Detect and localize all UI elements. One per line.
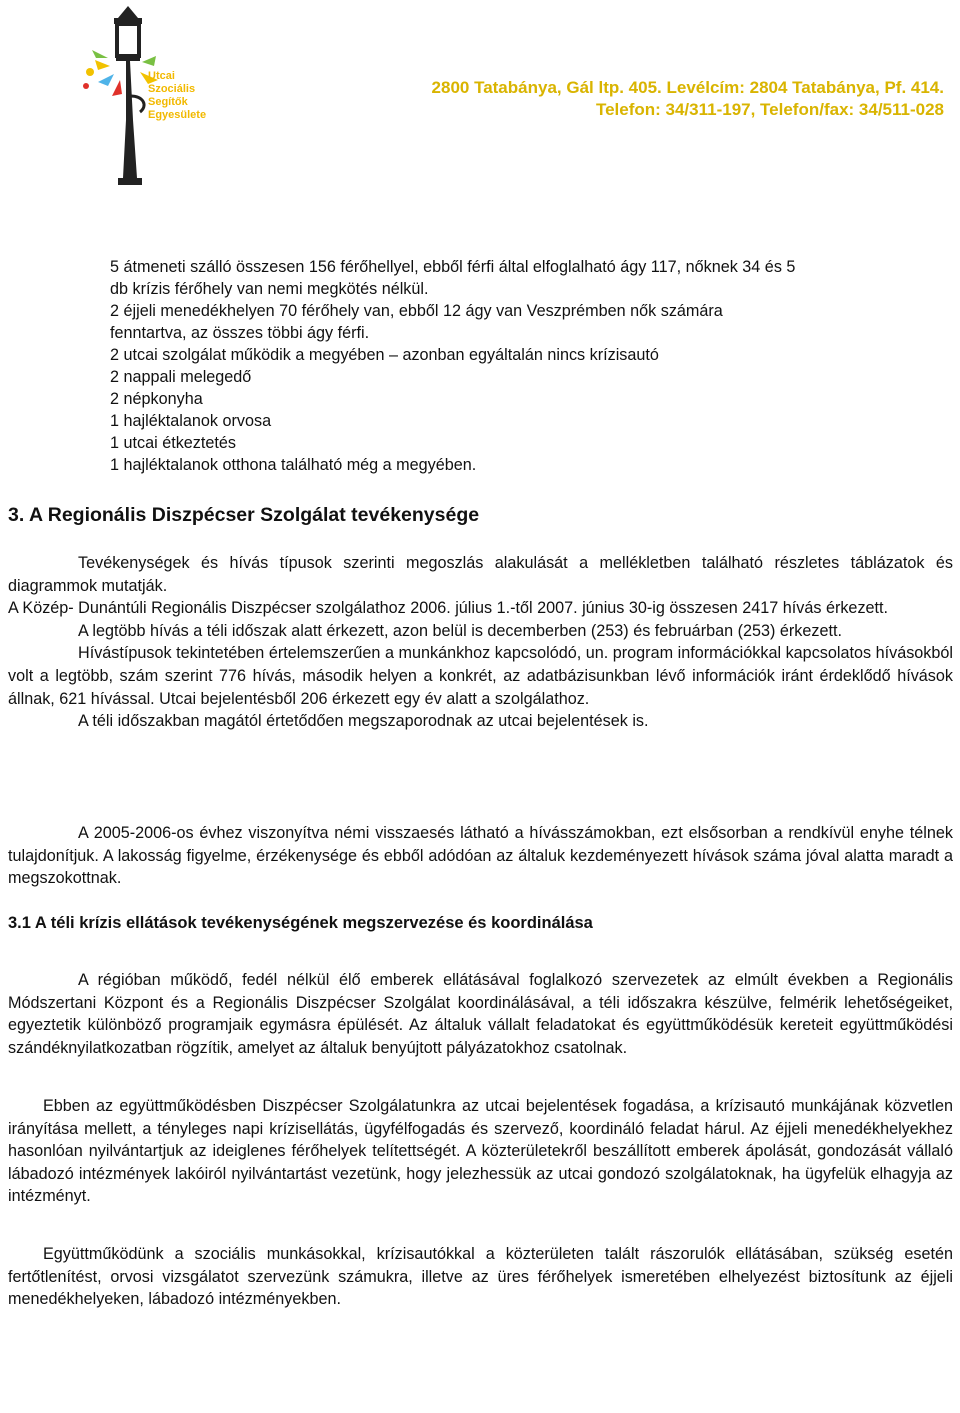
list-item: 2 utcai szolgálat működik a megyében – azonban egyáltalán nincs krízisautó	[110, 346, 659, 364]
list-item: fenntartva, az összes többi ágy férfi.	[110, 324, 370, 342]
section-body	[8, 1095, 953, 1208]
paragraph: Hívástípusok tekintetében értelemszerűen a munkánkhoz kapcsolódó, un. program információkkal kapcsolatos hívásokból volt a legtöbb, szám szerint 776 hívás, második helyen a konkrét, az adatbázisunkban lévő információk iránt érdeklődő hívások állnak, 621 hívással. Utcai bejelentésből 206 érkezett egy év alatt a szolgálathoz.	[8, 644, 953, 708]
header-address: 2800 Tatabánya, Gál ltp. 405. Levélcím: 2804 Tatabánya, Pf. 414.	[431, 78, 944, 97]
section-body	[8, 1243, 953, 1311]
paragraph: Együttműködünk a szociális munkásokkal, krízisautókkal a közterületen talált rászorulók ellátásában, szükség esetén fertőtlenítést, orvosi vizsgálatot szervezünk számukra, illetve az üres férőhelyek ismeretében elhelyezést biztosítunk az éjjeli menedékhelyeken, lábadozó intézményekben.	[8, 1245, 953, 1309]
list-item: 2 népkonyha	[110, 390, 203, 408]
header-phone: Telefon: 34/311-197, Telefon/fax: 34/511-028	[595, 100, 944, 119]
org-name-line: Utcai	[148, 70, 175, 82]
org-name-line: Egyesülete	[148, 109, 207, 121]
list-item: 1 hajléktalanok otthona található még a megyében.	[110, 456, 477, 474]
org-name-line: Segítők	[148, 96, 188, 108]
paragraph: A téli időszakban magától értetődően megszaporodnak az utcai bejelentések is.	[78, 712, 649, 731]
list-item: 2 nappali melegedő	[110, 368, 252, 386]
list-item: 5 átmeneti szálló összesen 156 férőhellyel, ebből férfi által elfoglalható ágy 117, nőknek 34 és 5	[110, 258, 796, 276]
paragraph: A Közép- Dunántúli Regionális Diszpécser szolgálathoz 2006. július 1.-től 2007. június 30-ig összesen 2417 hívás érkezett.	[8, 599, 889, 618]
list-item: 1 hajléktalanok orvosa	[110, 412, 272, 430]
list-item: db krízis férőhely van nemi megkötés nélkül.	[110, 280, 429, 298]
paragraph: Ebben az együttműködésben Diszpécser Szolgálatunkra az utcai bejelentések fogadása, a krízisautó munkájának közvetlen irányítása mellett, a tényleges napi krízisellátás, ügyfélfogadás és szervező, koordináló feladat hárul. Az éjjeli menedékhelyekhez hasonlóan nyilvántartjuk az ideiglenes férőhelyek telítettségét. A közterületekről beszállított emberek ápolását, gondozását vállaló lábadozó intézmények lakóiról nyilvántartást vezetünk, hogy jelezhessük az utcai gondozó szolgálatoknak, ha ügyfelük elhagyja az intézményt.	[8, 1097, 953, 1206]
paragraph: A régióban működő, fedél nélkül élő emberek ellátásával foglalkozó szervezetek az elmúlt években a Regionális Módszertani Központ és a Regionális Diszpécser Szolgálat koordinálásával, a téli időszakra készülve, felmérik lehetőségeiket, egyeztetik különböző programjaik egymásra épülését. Az általuk vállalt feladatokat és együttműködésük kereteit együttműködési szándéknyilatkozatban rögzítik, amelyet az általuk benyújtott pályázatokhoz csatolnak.	[8, 971, 953, 1057]
list-item: 1 utcai étkeztetés	[110, 434, 236, 452]
section-body	[8, 552, 953, 733]
section-body	[8, 969, 953, 1059]
subsection-heading: 3.1 A téli krízis ellátások tevékenységének megszervezése és koordinálása	[8, 914, 593, 932]
paragraph: Tevékenységek és hívás típusok szerinti megoszlás alakulását a mellékletben található részletes táblázatok és diagrammok mutatják.	[8, 554, 953, 595]
org-name-line: Szociális	[148, 83, 196, 95]
section-heading: 3. A Regionális Diszpécser Szolgálat tevékenysége	[8, 504, 480, 526]
paragraph: A 2005-2006-os évhez viszonyítva némi visszaesés látható a hívásszámokban, ezt elsősorban a rendkívül enyhe télnek tulajdonítjuk. A lakosság figyelme, érzékenysége és ebből adódóan az általuk kezdeményezett hívások száma jóval alatta maradt a megszokottnak.	[8, 824, 953, 888]
list-item: 2 éjjeli menedékhelyen 70 férőhely van, ebből 12 ágy van Veszprémben nők számára	[110, 302, 723, 320]
section-body	[8, 822, 953, 890]
paragraph: A legtöbb hívás a téli időszak alatt érkezett, azon belül is decemberben (253) és februárban (253) érkezett.	[78, 621, 842, 640]
